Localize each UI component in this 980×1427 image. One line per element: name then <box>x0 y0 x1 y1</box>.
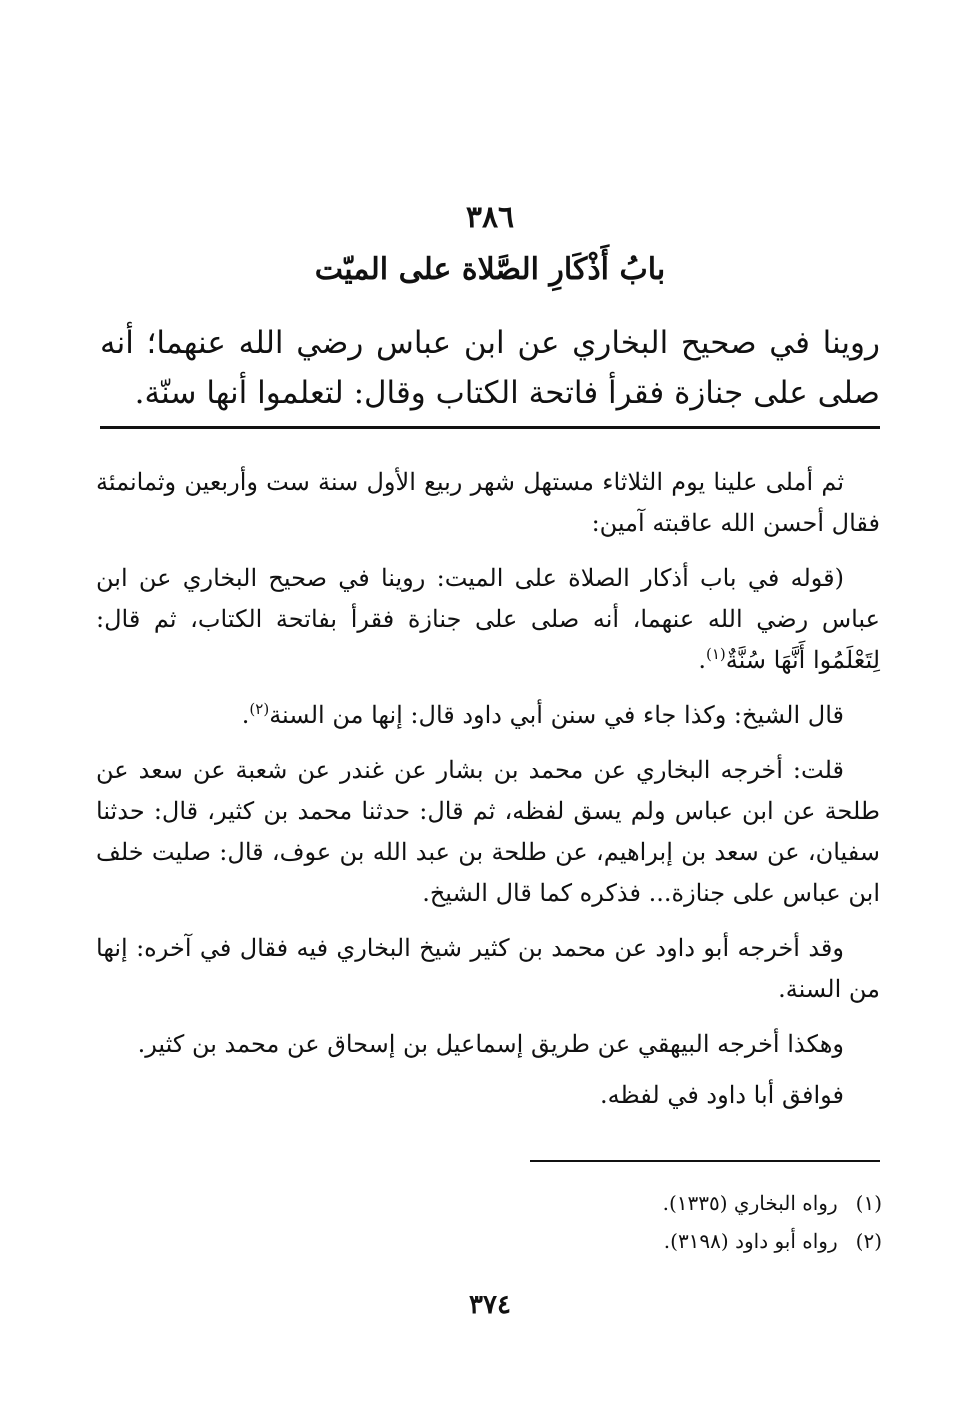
footnotes-block <box>100 1184 882 1260</box>
footnote-ref-1: (١) <box>706 645 726 663</box>
commentary-block <box>96 462 880 1130</box>
commentary-paragraph-3-text: قال الشيخ: وكذا جاء في سنن أبي داود قال: إنها من السنة <box>269 701 844 729</box>
footnote-2-marker: (٢) <box>855 1229 882 1253</box>
section-number: ٣٨٦ <box>465 200 515 235</box>
commentary-paragraph-3 <box>96 695 880 736</box>
footnote-1-text: رواه البخاري (١٣٣٥). <box>662 1191 838 1215</box>
commentary-paragraph-4: قلت: أخرجه البخاري عن محمد بن بشار عن غندر عن شعبة عن سعد عن طلحة عن ابن عباس ولم يسق لفظه، ثم قال: حدثنا محمد بن كثير، قال: حدثنا سفيان، عن سعد بن إبراهيم، عن طلحة بن عبد الله بن عوف، قال: صليت خلف ابن عباس على جنازة... فذكره كما قال الشيخ. <box>96 756 880 907</box>
footnote-2-text: رواه أبو داود (٣١٩٨). <box>663 1229 838 1253</box>
commentary-paragraph-7: فوافق أبا داود في لفظه. <box>600 1081 844 1109</box>
section-title: بابُ أَذْكَارِ الصَّلاة على الميّت <box>314 252 666 287</box>
commentary-paragraph-6: وهكذا أخرجه البيهقي عن طريق إسماعيل بن إسحاق عن محمد بن كثير. <box>137 1030 844 1058</box>
main-text: روينا في صحيح البخاري عن ابن عباس رضي الله عنهما؛ أنه صلى على جنازة فقرأ فاتحة الكتاب وقال: لتعلموا أنها سنّة. <box>100 325 880 411</box>
commentary-paragraph-5: وقد أخرجه أبو داود عن محمد بن كثير شيخ البخاري فيه فقال في آخره: إنها من السنة. <box>96 934 880 1003</box>
footnote-rule <box>530 1160 880 1162</box>
footnote-1 <box>100 1184 882 1222</box>
commentary-paragraph-2-end: . <box>698 646 706 674</box>
footnote-ref-2: (٢) <box>249 700 270 718</box>
main-text-block <box>100 318 880 418</box>
page-number: ٣٧٤ <box>469 1290 511 1320</box>
commentary-paragraph-2-text: (قوله في باب أذكار الصلاة على الميت: روينا في صحيح البخاري عن ابن عباس رضي الله عنهما، أنه صلى على جنازة فقرأ بفاتحة الكتاب، ثم قال: لِتَعْلَمُوا أَنَّهَا سُنَّةٌ <box>96 564 880 674</box>
commentary-paragraph-3-end: . <box>241 701 250 729</box>
section-divider <box>100 426 880 429</box>
footnote-1-marker: (١) <box>855 1191 882 1215</box>
commentary-paragraph-1: ثم أملى علينا يوم الثلاثاء مستهل شهر ربيع الأول سنة ست وأربعين وثمانمئة فقال أحسن الله عاقبته آمين: <box>96 468 880 537</box>
footnote-2 <box>100 1222 882 1260</box>
commentary-paragraph-2 <box>96 558 880 681</box>
